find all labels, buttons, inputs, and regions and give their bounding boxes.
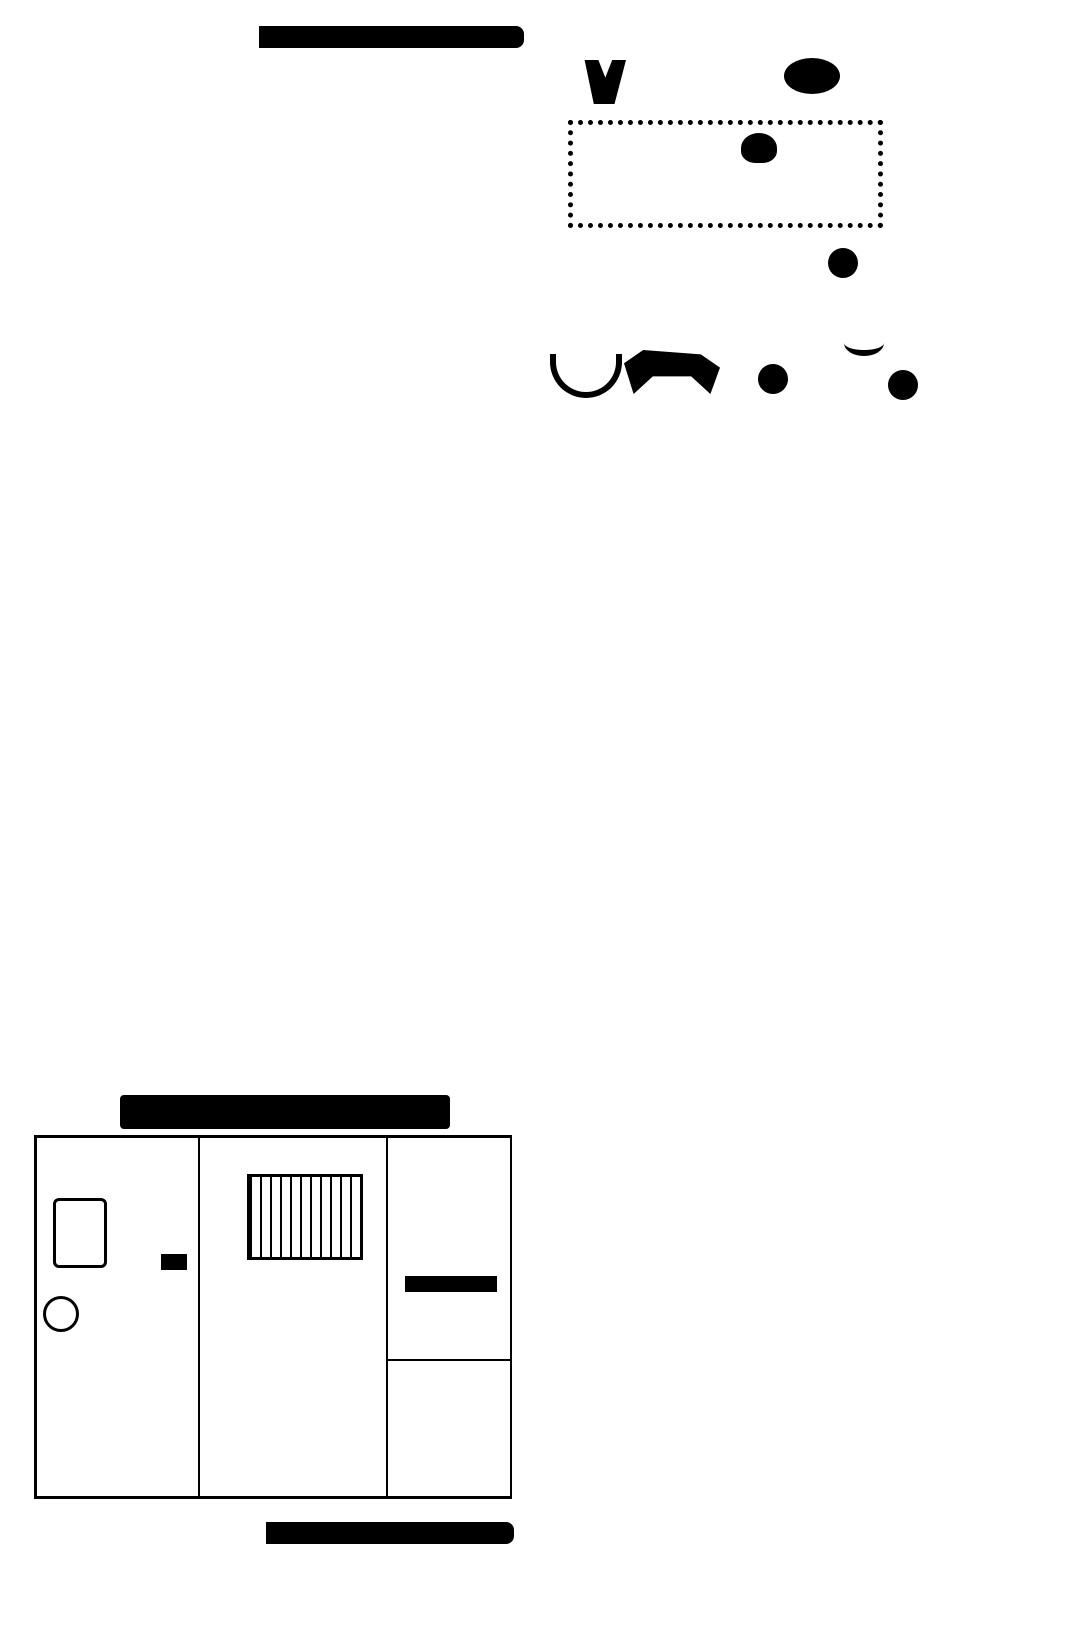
snake-icon [550, 354, 622, 398]
right-info-box [530, 58, 980, 538]
left-panel [36, 1137, 200, 1497]
box-frame [34, 1135, 512, 1499]
footer-en-title [266, 1522, 514, 1544]
compass-panel [386, 1137, 512, 1361]
lottery-logo-icon [784, 58, 840, 94]
heart-icon [741, 133, 777, 163]
folk-panel [386, 1359, 512, 1497]
dragon-icon [844, 330, 884, 356]
bucket-icon [53, 1198, 107, 1268]
bagua-icon [43, 1296, 79, 1332]
logo-icon [580, 60, 626, 104]
ball-11 [828, 248, 858, 278]
water-box [568, 120, 883, 228]
header-banner [24, 26, 524, 50]
tiger-icon [624, 350, 720, 394]
bookshelf-icon [247, 1174, 363, 1260]
box-banner [120, 1095, 450, 1129]
ball-29 [888, 370, 918, 400]
ball-46 [758, 364, 788, 394]
header-en-title [259, 26, 524, 48]
footer-banner [34, 1522, 514, 1546]
center-panel [198, 1137, 388, 1497]
compass-number-grid [409, 1158, 493, 1254]
prediction-box [34, 1095, 510, 1497]
direction-label [405, 1276, 497, 1292]
ox-icon [161, 1254, 187, 1270]
